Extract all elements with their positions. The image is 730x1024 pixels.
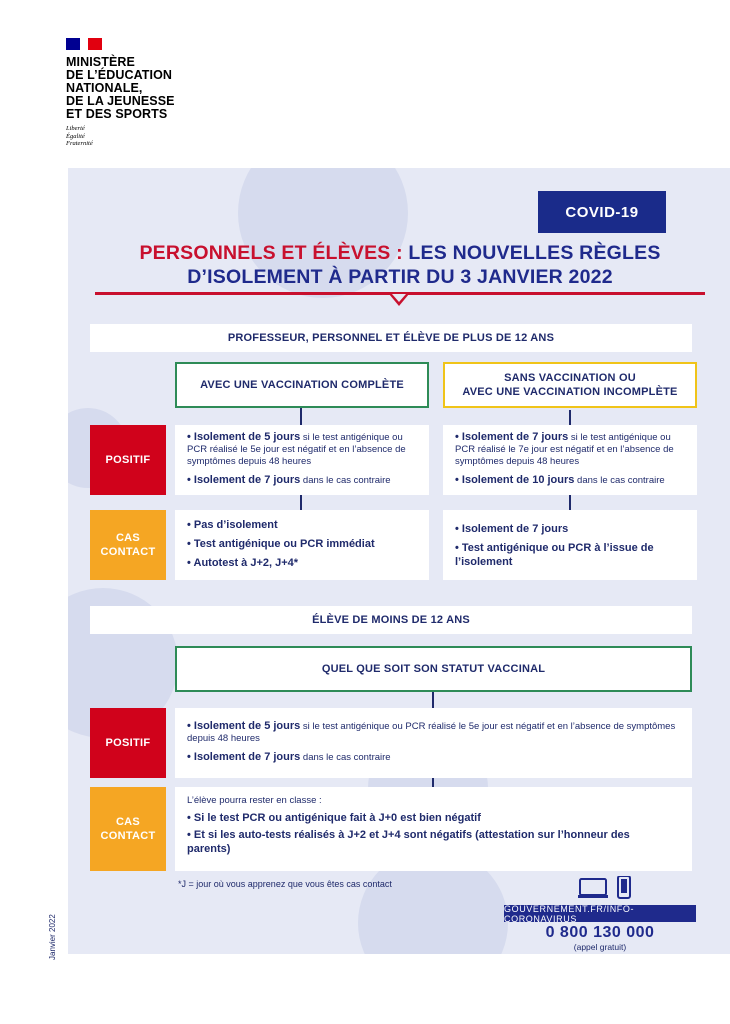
positif-label: POSITIF bbox=[90, 708, 166, 778]
rule-item bbox=[187, 431, 417, 468]
column-header-any-status: QUEL QUE SOIT SON STATUT VACCINAL bbox=[175, 646, 692, 692]
contact-label-line: CONTACT bbox=[100, 546, 156, 558]
title-line1: LES NOUVELLES RÈGLES bbox=[402, 242, 661, 264]
rule-item: • Et si les auto-tests réalisés à J+2 et J+4 sont négatifs (attestation sur l’honneur des parents) bbox=[187, 829, 630, 855]
title-line2: D’ISOLEMENT À PARTIR DU 3 JANVIER 2022 bbox=[187, 266, 613, 288]
under12-positif-rules bbox=[175, 708, 692, 778]
ministry-line: ET DES SPORTS bbox=[66, 107, 168, 121]
column-header-line: AVEC UNE VACCINATION INCOMPLÈTE bbox=[462, 386, 678, 398]
contact-intro: L’élève pourra rester en classe : bbox=[187, 795, 322, 806]
rule-item: • Autotest à J+2, J+4* bbox=[187, 557, 299, 569]
marianne-flag-icon bbox=[66, 38, 102, 50]
rule-bold: • Isolement de 10 jours bbox=[455, 474, 575, 486]
rule-item: • Isolement de 7 jours bbox=[455, 523, 569, 535]
unvaccinated-contact-rules bbox=[443, 510, 697, 580]
connector-line bbox=[300, 495, 302, 511]
contact-label-line: CONTACT bbox=[100, 830, 156, 842]
section-title-over12: PROFESSEUR, PERSONNEL ET ÉLÈVE DE PLUS DE 12 ANS bbox=[90, 324, 692, 352]
contact-label bbox=[90, 510, 166, 580]
republic-motto bbox=[66, 125, 206, 148]
rule-text: dans le cas contraire bbox=[574, 475, 665, 486]
rule-bold: • Isolement de 7 jours bbox=[187, 751, 301, 763]
column-header-vaccinated: AVEC UNE VACCINATION COMPLÈTE bbox=[175, 362, 429, 408]
ministry-line: DE LA JEUNESSE bbox=[66, 94, 175, 108]
ministry-line: NATIONALE, bbox=[66, 81, 143, 95]
positif-label: POSITIF bbox=[90, 425, 166, 495]
rule-text: si le test antigénique ou PCR réalisé le 5e jour est négatif et en l’absence de symptômes depuis 48 heures bbox=[187, 721, 676, 744]
ministry-name bbox=[66, 56, 206, 121]
section-title-under12: ÉLÈVE DE MOINS DE 12 ANS bbox=[90, 606, 692, 634]
connector-line bbox=[569, 495, 571, 511]
phone-number: 0 800 130 000 bbox=[545, 924, 655, 941]
rule-bold: • Isolement de 5 jours bbox=[187, 431, 301, 443]
ministry-logo bbox=[66, 38, 206, 148]
rule-item bbox=[187, 751, 680, 764]
rule-item: • Test antigénique ou PCR à l’issue de l’isolement bbox=[455, 542, 654, 568]
chevron-down-icon-inner bbox=[392, 294, 406, 302]
vaccinated-positif-rules bbox=[175, 425, 429, 495]
rule-item: • Pas d’isolement bbox=[187, 519, 278, 531]
ministry-line: MINISTÈRE bbox=[66, 55, 135, 69]
rule-item bbox=[455, 474, 685, 487]
ministry-line: DE L’ÉDUCATION bbox=[66, 68, 173, 82]
column-header-unvaccinated bbox=[443, 362, 697, 408]
computer-phone-icon bbox=[578, 876, 638, 902]
motto-line: Fraternité bbox=[66, 140, 93, 147]
rule-item: • Test antigénique ou PCR immédiat bbox=[187, 538, 375, 550]
unvaccinated-positif-rules bbox=[443, 425, 697, 495]
page-title bbox=[80, 241, 720, 289]
rule-item bbox=[187, 720, 680, 745]
contact-label-line: CAS bbox=[115, 816, 141, 828]
rule-text: dans le cas contraire bbox=[300, 752, 391, 763]
rule-item: • Si le test PCR ou antigénique fait à J+0 est bien négatif bbox=[187, 812, 481, 824]
gov-info-link[interactable]: GOUVERNEMENT.FR/INFO-CORONAVIRUS bbox=[504, 905, 696, 922]
rule-bold: • Isolement de 7 jours bbox=[455, 431, 569, 443]
title-red-part: PERSONNELS ET ÉLÈVES : bbox=[139, 242, 403, 264]
publication-date: Janvier 2022 bbox=[48, 914, 57, 960]
under12-contact-rules bbox=[175, 787, 692, 871]
motto-line: Liberté bbox=[66, 125, 85, 132]
connector-line bbox=[432, 692, 434, 708]
connector-line bbox=[300, 408, 302, 426]
covid-badge: COVID-19 bbox=[538, 191, 666, 233]
vaccinated-contact-rules bbox=[175, 510, 429, 580]
motto-line: Égalité bbox=[66, 132, 85, 140]
rule-text: si le test antigénique ou PCR réalisé le 7e jour est négatif et en l’absence de symptômes depuis 48 heures bbox=[455, 432, 674, 467]
rule-text: si le test antigénique ou PCR réalisé le 5e jour est négatif et en l’absence de symptômes depuis 48 heures bbox=[187, 432, 406, 467]
rule-item bbox=[455, 431, 685, 468]
rule-bold: • Isolement de 5 jours bbox=[187, 720, 301, 732]
contact-label bbox=[90, 787, 166, 871]
column-header-line: SANS VACCINATION OU bbox=[504, 372, 636, 384]
contact-label-line: CAS bbox=[115, 532, 141, 544]
footnote: *J = jour où vous apprenez que vous êtes cas contact bbox=[178, 879, 392, 889]
free-call-note: (appel gratuit) bbox=[573, 942, 627, 952]
connector-line bbox=[569, 410, 571, 426]
rule-item bbox=[187, 474, 417, 487]
rule-text: dans le cas contraire bbox=[300, 475, 391, 486]
rule-bold: • Isolement de 7 jours bbox=[187, 474, 301, 486]
